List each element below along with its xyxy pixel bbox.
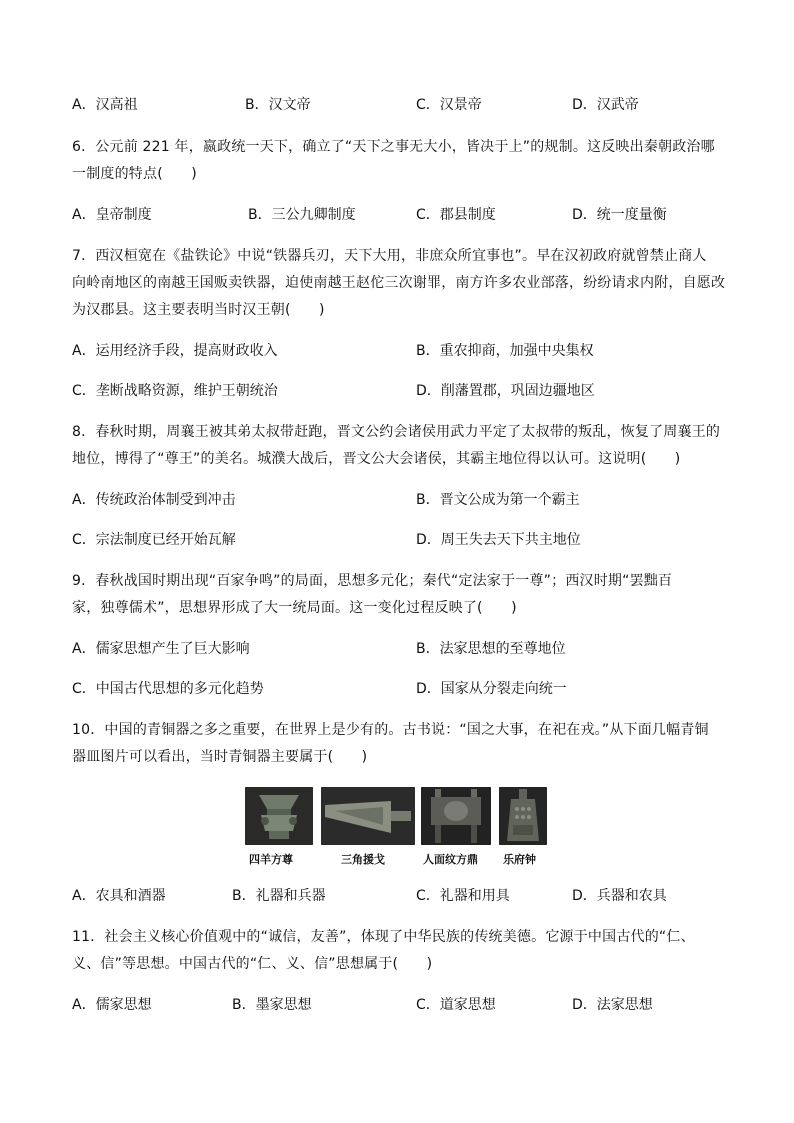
q7-stem-line-3: 为汉郡县。这主要表明当时汉王朝( ) [72, 302, 325, 318]
caption-four-goat-zun: 四羊方尊 [249, 853, 293, 866]
q11-stem-line-2: 义、信”等思想。中国古代的“仁、义、信”思想属于( ) [72, 956, 433, 972]
q11-stem-line-1: 11．社会主义核心价值观中的“诚信，友善”，体现了中华民族的传统美德。它源于中国古代的“仁、 [72, 929, 695, 945]
q10-option-d[interactable]: D．兵器和农具 [572, 888, 667, 904]
q9-stem-line-1: 9．春秋战国时期出现“百家争鸣”的局面，思想多元化；秦代“定法家于一尊”；西汉时期“罢黜百 [72, 573, 673, 589]
q9-stem-line-2: 家，独尊儒术”，思想界形成了大一统局面。这一变化过程反映了( ) [72, 600, 517, 616]
q5-option-a[interactable]: A．汉高祖 [72, 97, 138, 113]
q8-option-d[interactable]: D．周王失去天下共主地位 [416, 532, 581, 548]
q5-option-c[interactable]: C．汉景帝 [416, 97, 482, 113]
q10-stem-line-2: 器皿图片可以看出，当时青铜器主要属于( ) [72, 749, 368, 765]
human-face-ding-image [421, 787, 491, 845]
q8-option-c[interactable]: C．宗法制度已经开始瓦解 [72, 532, 236, 548]
q7-stem-line-2: 向岭南地区的南越王国贩卖铁器，迫使南越王赵佗三次谢罪，南方许多农业部落，纷纷请求内附，自愿改 [72, 275, 726, 291]
q10-option-c[interactable]: C．礼器和用具 [416, 888, 510, 904]
yuefu-bell-image [499, 787, 547, 845]
q11-option-c[interactable]: C．道家思想 [416, 997, 496, 1013]
caption-triangle-ge: 三角援戈 [341, 853, 385, 866]
q11-option-b[interactable]: B．墨家思想 [232, 997, 312, 1013]
caption-human-face-ding: 人面纹方鼎 [423, 853, 478, 866]
q9-option-c[interactable]: C．中国古代思想的多元化趋势 [72, 681, 264, 697]
q10-option-b[interactable]: B．礼器和兵器 [232, 888, 326, 904]
q11-option-a[interactable]: A．儒家思想 [72, 997, 152, 1013]
q9-option-a[interactable]: A．儒家思想产生了巨大影响 [72, 641, 250, 657]
q8-stem-line-1: 8．春秋时期，周襄王被其弟太叔带赶跑，晋文公约会诸侯用武力平定了太叔带的叛乱，恢复了周襄王的 [72, 424, 721, 440]
q6-option-a[interactable]: A．皇帝制度 [72, 207, 152, 223]
q6-option-b[interactable]: B．三公九卿制度 [248, 207, 356, 223]
q7-option-d[interactable]: D．削藩置郡，巩固边疆地区 [416, 383, 595, 399]
q7-option-a[interactable]: A．运用经济手段，提高财政收入 [72, 343, 278, 359]
q7-option-c[interactable]: C．垄断战略资源，维护王朝统治 [72, 383, 278, 399]
q6-option-c[interactable]: C．郡县制度 [416, 207, 496, 223]
q11-option-d[interactable]: D．法家思想 [572, 997, 653, 1013]
q7-option-b[interactable]: B．重农抑商，加强中央集权 [416, 343, 594, 359]
q9-option-d[interactable]: D．国家从分裂走向统一 [416, 681, 567, 697]
q8-stem-line-2: 地位，博得了“尊王”的美名。城濮大战后，晋文公大会诸侯，其霸主地位得以认可。这说明( ) [72, 451, 681, 467]
q10-stem-line-1: 10．中国的青铜器之多之重要，在世界上是少有的。古书说：“国之大事，在祀在戎。”从下面几幅青铜 [72, 722, 709, 738]
q6-stem-line-1: 6．公元前 221 年，嬴政统一天下，确立了“天下之事无大小，皆决于上”的规制。这反映出秦朝政治哪 [72, 139, 715, 155]
q8-option-a[interactable]: A．传统政治体制受到冲击 [72, 492, 236, 508]
q5-option-d[interactable]: D．汉武帝 [572, 97, 639, 113]
q7-stem-line-1: 7．西汉桓宽在《盐铁论》中说“铁器兵刃，天下大用，非庶众所宜事也”。早在汉初政府就曾禁止商人 [72, 248, 707, 264]
q9-option-b[interactable]: B．法家思想的至尊地位 [416, 641, 566, 657]
q8-option-b[interactable]: B．晋文公成为第一个霸主 [416, 492, 580, 508]
bronze-figures [245, 787, 549, 867]
q5-option-b[interactable]: B．汉文帝 [245, 97, 311, 113]
triangle-ge-blade-image [321, 787, 415, 845]
caption-yuefu-bell: 乐府钟 [503, 853, 536, 866]
q10-option-a[interactable]: A．农具和酒器 [72, 888, 166, 904]
q6-option-d[interactable]: D．统一度量衡 [572, 207, 667, 223]
four-goat-zun-image [245, 787, 313, 845]
q6-stem-line-2: 一制度的特点( ) [72, 166, 197, 182]
